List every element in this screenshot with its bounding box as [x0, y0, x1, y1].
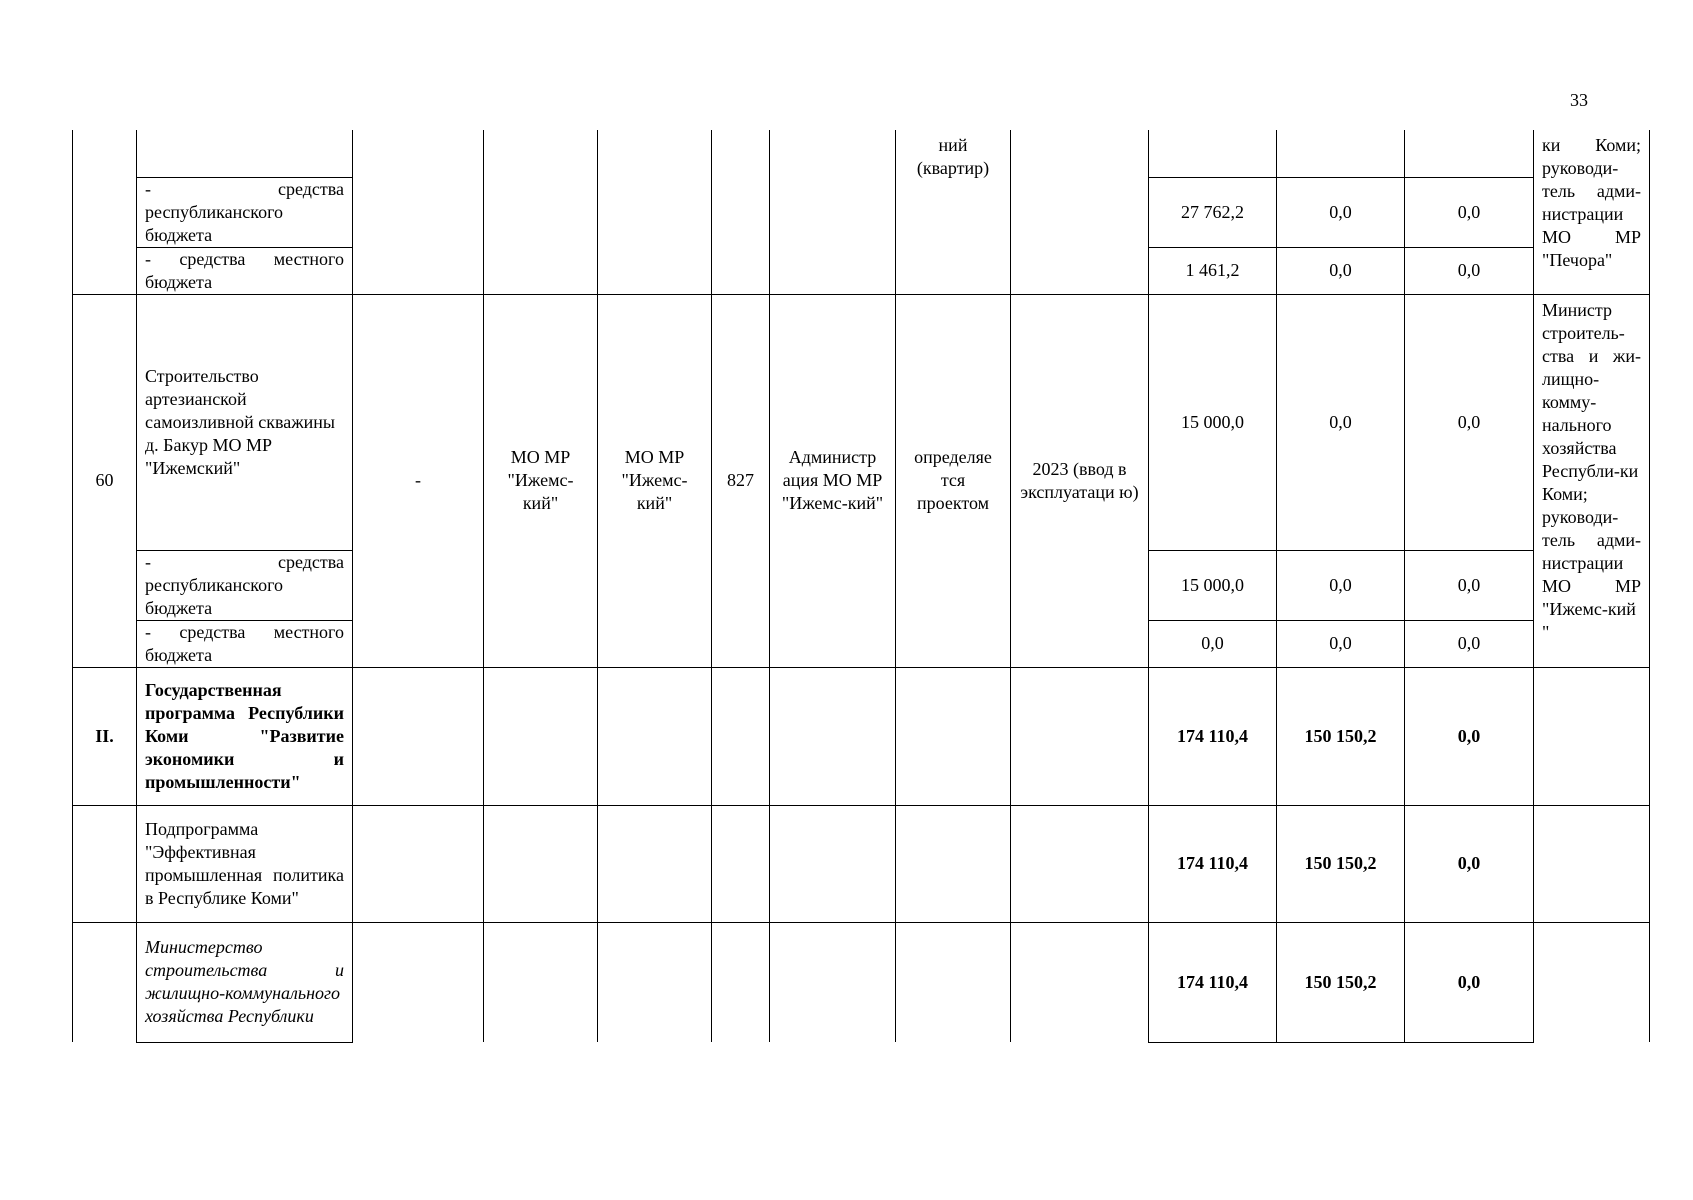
value-cell: 0,0	[1405, 294, 1534, 550]
term-cell: 2023 (ввод в эксплуатаци ю)	[1011, 294, 1149, 667]
responsible-cell: Министр строитель-ства и жи-лищно-комму-нального хозяйства Республи-ки Коми; руководи-тель адми-нистрации МО МР "Ижемс-кий "	[1534, 294, 1650, 667]
value-cell: 174 110,4	[1149, 805, 1277, 922]
value-cell: 174 110,4	[1149, 667, 1277, 805]
value-cell: 0,0	[1405, 667, 1534, 805]
row-number-cell: 60	[73, 294, 137, 667]
funding-source-label: - средства республиканского бюджета	[137, 550, 353, 620]
value-cell: 0,0	[1277, 620, 1405, 667]
value-cell: 0,0	[1149, 620, 1277, 667]
value-cell: 0,0	[1405, 550, 1534, 620]
funding-source-label: - средства местного бюджета	[137, 620, 353, 667]
value-cell: 0,0	[1277, 177, 1405, 247]
table-row	[73, 294, 1650, 550]
customer-cell: МО МР "Ижемс-кий"	[598, 294, 712, 667]
row-number-cell	[73, 130, 137, 294]
value-cell: 15 000,0	[1149, 550, 1277, 620]
table-row	[73, 922, 1650, 1042]
responsible-cell: ки Коми; руководи-тель адми-нистрации МО МР "Печора"	[1534, 130, 1650, 294]
municipality-cell: МО МР "Ижемс-кий"	[484, 294, 598, 667]
capacity-cell: определяе тся проектом	[896, 294, 1011, 667]
program-name-cell: Государственная программа Республики Коми "Развитие экономики и промышленности"	[137, 667, 353, 805]
value-cell: 150 150,2	[1277, 667, 1405, 805]
value-cell: 15 000,0	[1149, 294, 1277, 550]
value-cell: 0,0	[1277, 247, 1405, 294]
value-cell: 0,0	[1405, 620, 1534, 667]
value-cell: 174 110,4	[1149, 922, 1277, 1042]
value-cell: 150 150,2	[1277, 805, 1405, 922]
code-cell: -	[353, 294, 484, 667]
value-cell: 150 150,2	[1277, 922, 1405, 1042]
funding-source-label: - средства республиканского бюджета	[137, 177, 353, 247]
subprogram-name-cell: Подпрограмма "Эффективная промышленная политика в Республике Коми"	[137, 805, 353, 922]
table-row	[73, 130, 1650, 177]
budget-code-cell: 827	[712, 294, 770, 667]
value-cell: 1 461,2	[1149, 247, 1277, 294]
row-number-cell: II.	[73, 667, 137, 805]
value-cell: 0,0	[1405, 177, 1534, 247]
name-cell	[137, 130, 353, 177]
ministry-name-cell: Министерство строительства и жилищно-коммунального хозяйства Республики	[137, 922, 353, 1042]
page-number: 33	[1570, 90, 1588, 110]
value-cell: 0,0	[1277, 294, 1405, 550]
funding-source-label: - средства местного бюджета	[137, 247, 353, 294]
value-cell: 0,0	[1405, 922, 1534, 1042]
table-row	[73, 805, 1650, 922]
name-cell: Строительство артезианской самоизливной скважины д. Бакур МО МР "Ижемский"	[137, 294, 353, 550]
value-cell: 27 762,2	[1149, 177, 1277, 247]
capacity-cell: ний (квартир)	[896, 130, 1011, 294]
financing-table	[72, 130, 1650, 1043]
table-row	[73, 667, 1650, 805]
value-cell: 0,0	[1277, 550, 1405, 620]
developer-cell: Администр ация МО МР "Ижемс-кий"	[770, 294, 896, 667]
value-cell: 0,0	[1405, 247, 1534, 294]
value-cell: 0,0	[1405, 805, 1534, 922]
